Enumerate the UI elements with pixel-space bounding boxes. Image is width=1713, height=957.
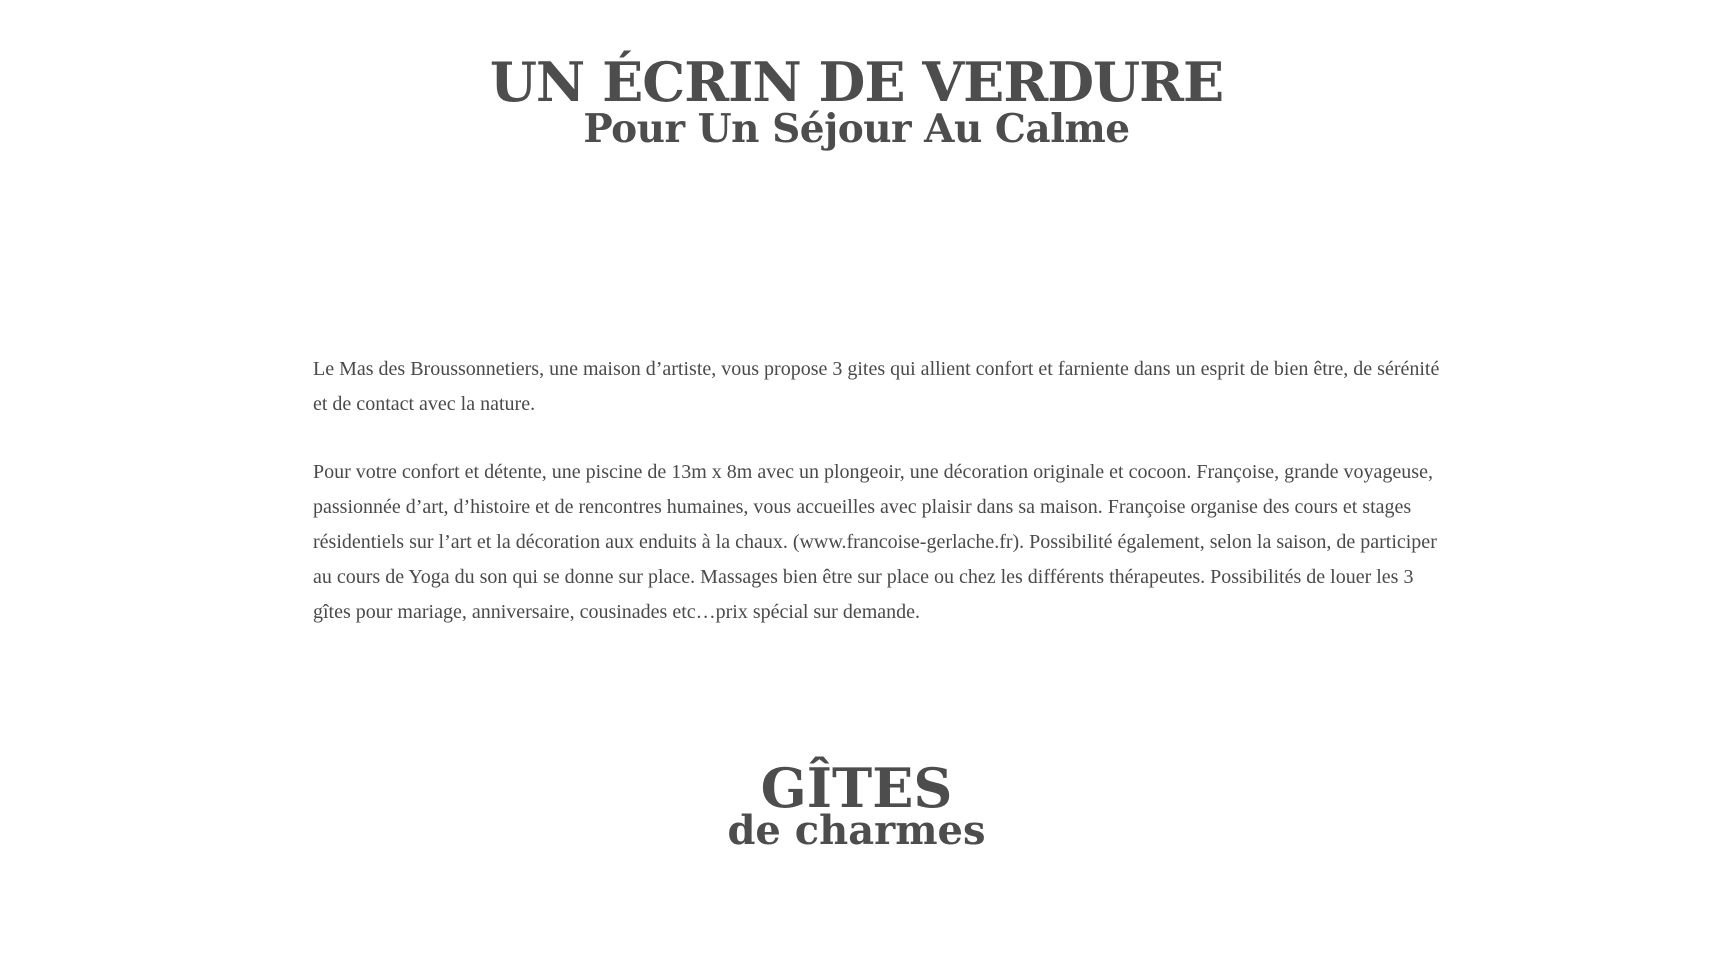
hero-subtitle: Pour Un Séjour Au Calme xyxy=(583,106,1130,152)
gites-subtitle: de charmes xyxy=(727,807,986,854)
hero-heading xyxy=(0,52,1713,152)
gites-heading xyxy=(0,758,1713,854)
intro-paragraph: Le Mas des Broussonnetiers, une maison d’artiste, vous propose 3 gites qui allient confort et farniente dans un esprit de bien être, de sérénité et de contact avec la nature. xyxy=(313,358,1440,415)
gites-title: GÎTES xyxy=(760,756,953,820)
intro-text xyxy=(313,352,1453,663)
intro-paragraph: Pour votre confort et détente, une piscine de 13m x 8m avec un plongeoir, une décoration originale et cocoon. Françoise, grande voyageuse, passionnée d’art, d’histoire et de rencontres humaines, vous accueilles avec plaisir dans sa maison. Françoise organise des cours et stages résidentiels sur l’art et la décoration aux enduits à la chaux. (www.francoise-gerlache.fr). Possibilité également, selon la saison, de participer au cours de Yoga du son qui se donne sur place. Massages bien être sur place ou chez les différents thérapeutes. Possibilités de louer les 3 gîtes pour mariage, anniversaire, cousinades etc…prix spécial sur demande. xyxy=(313,461,1437,623)
hero-title: UN ÉCRIN DE VERDURE xyxy=(489,50,1224,114)
